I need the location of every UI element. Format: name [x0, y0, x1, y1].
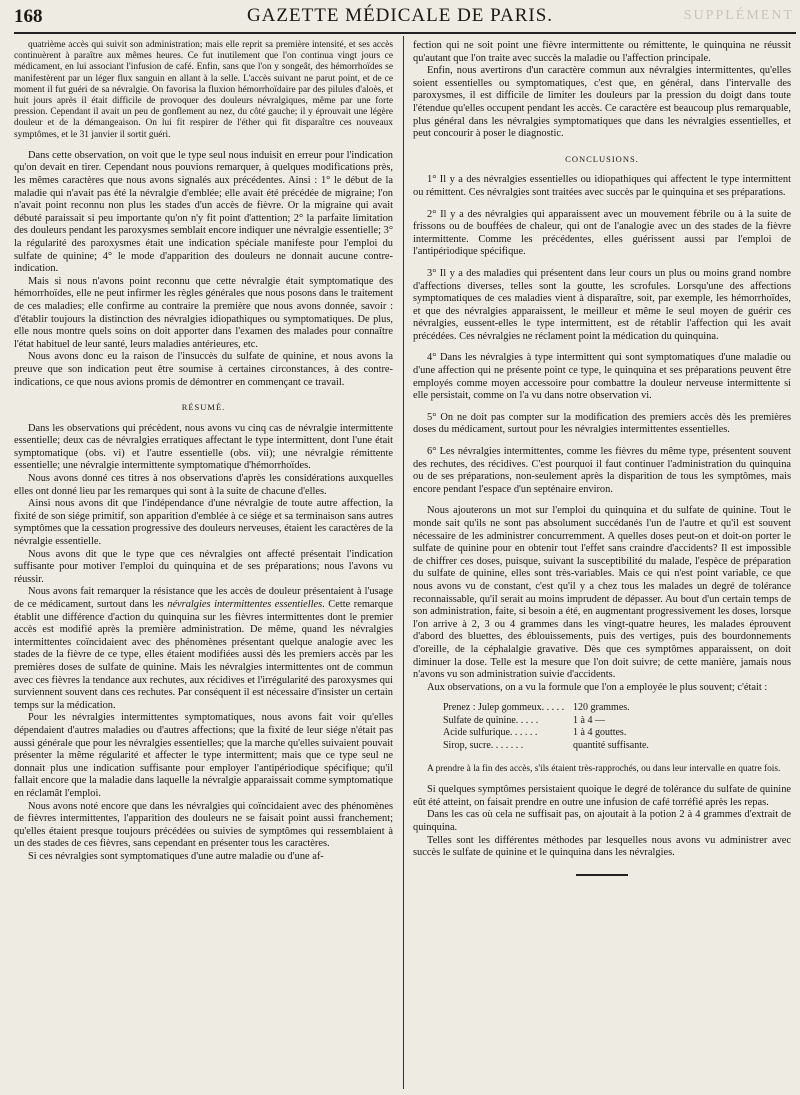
formula-line — [443, 715, 791, 727]
page-number: 168 — [14, 6, 43, 27]
ingredient: Prenez : Julep gommeux. . . . . — [443, 702, 565, 714]
conclusion-5: 5° On ne doit pas compter sur la modification des premiers accès dès les premières doses du médicament, surtout pour les névralgies intermittentes essentielles. — [413, 411, 791, 436]
paragraph: Ainsi nous avons dit que l'indépendance d'une névralgie de toute autre affection, la fixité de son siége primitif, son apparition d'emblée à ce siége et sa terminaison sans autres symptômes que la cessation progressive des douleurs nerveuses, étaient les caractères de la névralgie essentielle. — [14, 498, 393, 548]
paragraph: Dans cette observation, on voit que le type seul nous induisit en erreur pour l'indication qu'on devait en tirer. Cependant nous pouvions remarquer, à quelques modifications près, les mêmes caractères que nous avons signalés aux précédentes. Ainsi : 1° le début de la maladie qui n'avait pas été la névralgie d'emblée; elle avait été précédée de migraine; l'on n'avait point reconnu non plus les stades d'un accès de fièvre. Or la migraine qui avait débuté paraissait si peu importante qu'on n'y fit point d'attention; 2° la parfaite limitation des douleurs pendant les paroxysmes semblait encore indiquer une névralgie essentielle; 3° la régularité des paroxysmes était une indication spéciale manifeste pour l'emploi du sulfate de quinine; 4° le mode d'apparition des douleurs ne donnait aucune contre-indication. — [14, 149, 393, 275]
paragraph: fection qui ne soit point une fièvre intermittente ou rémittente, le quinquina ne réussit qu'autant que l'on traite avec succès la maladie ou l'affection principale. — [413, 40, 791, 64]
header-rule — [14, 32, 796, 34]
dose: 1 à 4 gouttes. — [573, 727, 627, 739]
ingredient: Sirop, sucre. . . . . . . — [443, 739, 524, 751]
paragraph: Nous avons noté encore que dans les névralgies qui coïncidaient avec des phénomènes de fièvres intermittentes, l'apparition des douleurs ne se faisait point aussi franchement; qu'elles étaient presque toujours précédées ou suivies de symptômes qui ressemblaient à un des stades de ces fièvres, sans cependant en présenter tous les caractères. — [14, 800, 393, 850]
formula-line — [443, 702, 791, 714]
page-header — [0, 0, 800, 34]
paragraph: Pour les névralgies intermittentes symptomatiques, nous avons fait voir qu'elles dépendaient d'autres maladies ou d'autres affections; que la fixité de leur siége n'était pas aussi générale que pour les névralgies essentielles; que la marche qu'elles suivaient pouvait présenter la même régularité et affecter le type intermittent; mais que ce type seul ne donnait plus une indication suffisante pour employer l'antipériodique spécifique; qu'il fallait encore que la maladie dans laquelle la névralgie apparaissait comme symptomatique en réclamât l'emploi. — [14, 712, 393, 799]
paragraph: Enfin, nous avertirons d'un caractère commun aux névralgies intermittentes, qu'elles soient essentielles ou symptomatiques, c'est que, en général, dans l'intervalle des paroxysmes, il est difficile de limiter les douleurs par la pression du doigt dans toute l'étendue qu'elles occupent pendant les accès. Ce caractère est beaucoup plus remarquable, plus général dans les névralgies symptomatiques que dans les névralgies essentielles, et peut concourir à poser le diagnostic. — [413, 65, 791, 140]
paragraph: Dans les observations qui précèdent, nous avons vu cinq cas de névralgie intermittente essentielle; deux cas de névralgies erratiques affectant le type intermittent, dont l'une était symptomatique (obs. vi) et l'autre essentielle (obs. vii); une névralgie rémittente essentielle; une névralgie intermittente symptomatique d'hémorrhoïdes. — [14, 422, 393, 472]
formula-line — [443, 740, 791, 752]
observation-end-paragraph: quatrième accès qui suivit son administration; mais elle reprit sa première intensité, et ses accès continuèrent à paraître aux mêmes heures. Ce fut inutilement que l'on continua vingt jours ce médicament, en lui associant l'infusion de café. Enfin, sans que l'on y songeât, des hémorrhoïdes se manifestèrent par un léger flux sanguin en allant à la selle. L'accès suivant ne parut point, et de ce moment il fut guéri de sa névralgie. On favorisa la fluxion hémorrhoïdaire par des pilules d'aloès, et huit jours après il était difficile de provoquer des douleurs névralgiques, même par une forte pression. Cependant il avait un peu de gonflement au nez, du côté gauche; il y éprouvait une légère douleur et de la démangeaison. On lui fit respirer de l'éther qui fit disparaître ces nouveaux symptômes, et le 31 janvier il sortit guéri. — [14, 40, 393, 140]
conclusion-4: 4° Dans les névralgies à type intermittent qui sont symptomatiques d'une maladie ou d'une affection qui ne présente point ce type, le quinquina et ses préparations peuvent être employés comme moyen accessoire pour combattre la douleur nerveuse intermittente si elle persistait, comme on l'a vu dans notre observation vi. — [413, 352, 791, 402]
ingredient: Acide sulfurique. . . . . . — [443, 727, 538, 739]
paragraph: Nous avons donné ces titres à nos observations d'après les considérations auxquelles elles ont donné lieu par les remarques qui sont à la suite de chacune d'elles. — [14, 473, 393, 497]
paragraph: Nous ajouterons un mot sur l'emploi du quinquina et du sulfate de quinine. Tout le monde sait qu'ils ne sont pas absolument succédanés l'un de l'autre et qu'il est souvent nécessaire de les administrer concurremment. A quelles doses peut-on et doit-on porter le sulfate de quinine pour en obtenir tout l'effet sans craindre d'accidents? Il est impossible de chiffrer ces doses, puisque, suivant la susceptibilité du malade, l'espèce de préparation du sulfate de quinine, elles sont très-variables. Mais ce qui n'est point variable, ce que nous avons vu de constant, c'est qu'il y a chez tous les malades un degré de tolérance reconnaissable, qu'il serait au moins imprudent de dépasser. Au bout d'un certain temps de son administration, faite, si besoin a été, en augmentant progressivement les doses, lorsque l'on arrive à 2, 3 ou 4 grammes dans les vingt-quatre heures, les malades éprouvent d'abord des bluettes, des éblouissements, puis des vertiges, puis des bourdonnements d'oreille, de la céphalalgie gravative. Dès que ces symptômes apparaissent, on doit diminuer la dose. Telle est la mesure que l'on doit suivre; de cette manière, jamais nous n'avons vu son administration suivie d'accidents. — [413, 505, 791, 681]
end-rule — [576, 874, 628, 876]
conclusion-3: 3° Il y a des maladies qui présentent dans leur cours un plus ou moins grand nombre d'affections diverses, telles sont la goutte, les scrofules. Lorsqu'une des affections symptomatiques de ces maladies vient à disparaître, soit, par exemple, les hémorrhoïdes, et que des névralgies apparaissent, le meilleur et même le seul moyen de guérir ces névralgies, eussent-elles le type intermittent, est de rétablir l'affection qui les avait précédées. Ces névralgies ne réclament point la médication du quinquina. — [413, 267, 791, 342]
paragraph: Nous avons donc eu la raison de l'insuccès du sulfate de quinine, et nous avons la preuve que son indication peut être soumise à certaines circonstances, à des contre-indications, ce que nous avions promis de démontrer en commençant ce travail. — [14, 351, 393, 388]
paragraph: Si quelques symptômes persistaient quoique le degré de tolérance du sulfate de quinine eût été atteint, on faisait prendre en outre une infusion de café torréfié après les repas. — [413, 784, 791, 808]
right-column — [413, 40, 791, 1089]
text-run: . Cette remarque établit une différence d'action du quinquina sur les fièvres intermittentes dont le premier accès est modifié après la première administration. De même, quand les névralgies intermittentes coïncidaient avec des phénomènes présentant quelque analogie avec les stades de la fièvre de ce type, elles étaient modifiées aussi dès les premiers accès par les premières doses de sulfate de quinine. Mais les névralgies intermittentes ont de commun avec ces fièvres la tendance aux rechutes, aux récidives et l'irrégularité des paroxysmes qui surviennent souvent dans ces rechutes. Par conséquent il est nécessaire d'insister un certain temps sur la médication. — [14, 599, 393, 711]
section-heading-conclusions: CONCLUSIONS. — [565, 153, 639, 164]
paragraph: Aux observations, on a vu la formule que l'on a employée le plus souvent; c'était : — [427, 681, 768, 693]
paragraph: Mais si nous n'avons point reconnu que cette névralgie était symptomatique des hémorrhoïdes, elle ne peut infirmer les règles générales que nous posons dans le traitement de ces maladies; elle confirme au contraire la première que nous avons donnée, savoir : d'établir toujours la distinction des névralgies idiopathiques ou symptomatiques. De plus, elle nous montre quels soins on doit apporter dans l'examen des malades pour connaître l'état habituel de leur santé, leurs maladies antérieures, etc. — [14, 275, 393, 350]
prescription-formula — [443, 702, 791, 752]
ingredient: Sulfate de quinine. . . . . — [443, 714, 539, 726]
paragraph: Telles sont les différentes méthodes par lesquelles nous avons vu administrer avec succès le sulfate de quinine et le quinquina dans les névralgies. — [413, 834, 791, 859]
dose: 120 grammes. — [573, 702, 630, 714]
dose: 1 à 4 — — [573, 714, 605, 726]
left-column — [14, 40, 393, 1089]
bleed-through-text: SUPPLÉMENT — [683, 8, 794, 23]
conclusion-6: 6° Les névralgies intermittentes, comme les fièvres du même type, présentent souvent des rechutes, des récidives. C'est pourquoi il faut continuer l'administration du quinquina ou de ses préparations, non-seulement après la disparition de tous les symptômes, mais encore pendant l'espace d'un septénaire environ. — [413, 446, 791, 495]
conclusion-1: 1° Il y a des névralgies essentielles ou idiopathiques qui affectent le type intermittent ou rémittent. Ces névralgies sont traitées avec succès par le quinquina et ses préparations. — [413, 174, 791, 198]
column-rule — [403, 36, 404, 1089]
paragraph — [14, 586, 393, 712]
journal-title: GAZETTE MÉDICALE DE PARIS. — [246, 5, 554, 26]
paragraph: Dans les cas où cela ne suffisait pas, on ajoutait à la potion 2 à 4 grammes d'extrait de quinquina. — [413, 809, 791, 833]
conclusion-2: 2° Il y a des névralgies qui apparaissent avec un mouvement fébrile ou à la suite de frissons ou de bouffées de chaleur, qui ont de l'analogie avec un des stades de la fièvre intermittente. Comme les précédentes, elles guérissent aussi par l'emploi de l'antipériodique spécifique. — [413, 208, 791, 258]
section-heading-resume: RÉSUMÉ. — [181, 402, 226, 413]
paragraph: Si ces névralgies sont symptomatiques d'une autre maladie ou d'une af- — [28, 850, 324, 862]
text-run: Nous avons fait remarquer la résistance que les accès de douleur présentaient à l'usage de ce médicament, surtout dans les — [14, 586, 393, 611]
italic-phrase: névralgies intermittentes essentielles — [167, 599, 323, 611]
dose: quantité suffisante. — [573, 739, 649, 751]
paragraph: A prendre à la fin des accès, s'ils étaient très-rapprochés, ou dans leur intervalle en quatre fois. — [427, 763, 781, 774]
formula-line — [443, 727, 791, 739]
paragraph: Nous avons dit que le type que ces névralgies ont affecté présentait l'indication suffisante pour motiver l'emploi du quinquina et de ses préparations; nous l'avons vu réussir. — [14, 548, 393, 585]
